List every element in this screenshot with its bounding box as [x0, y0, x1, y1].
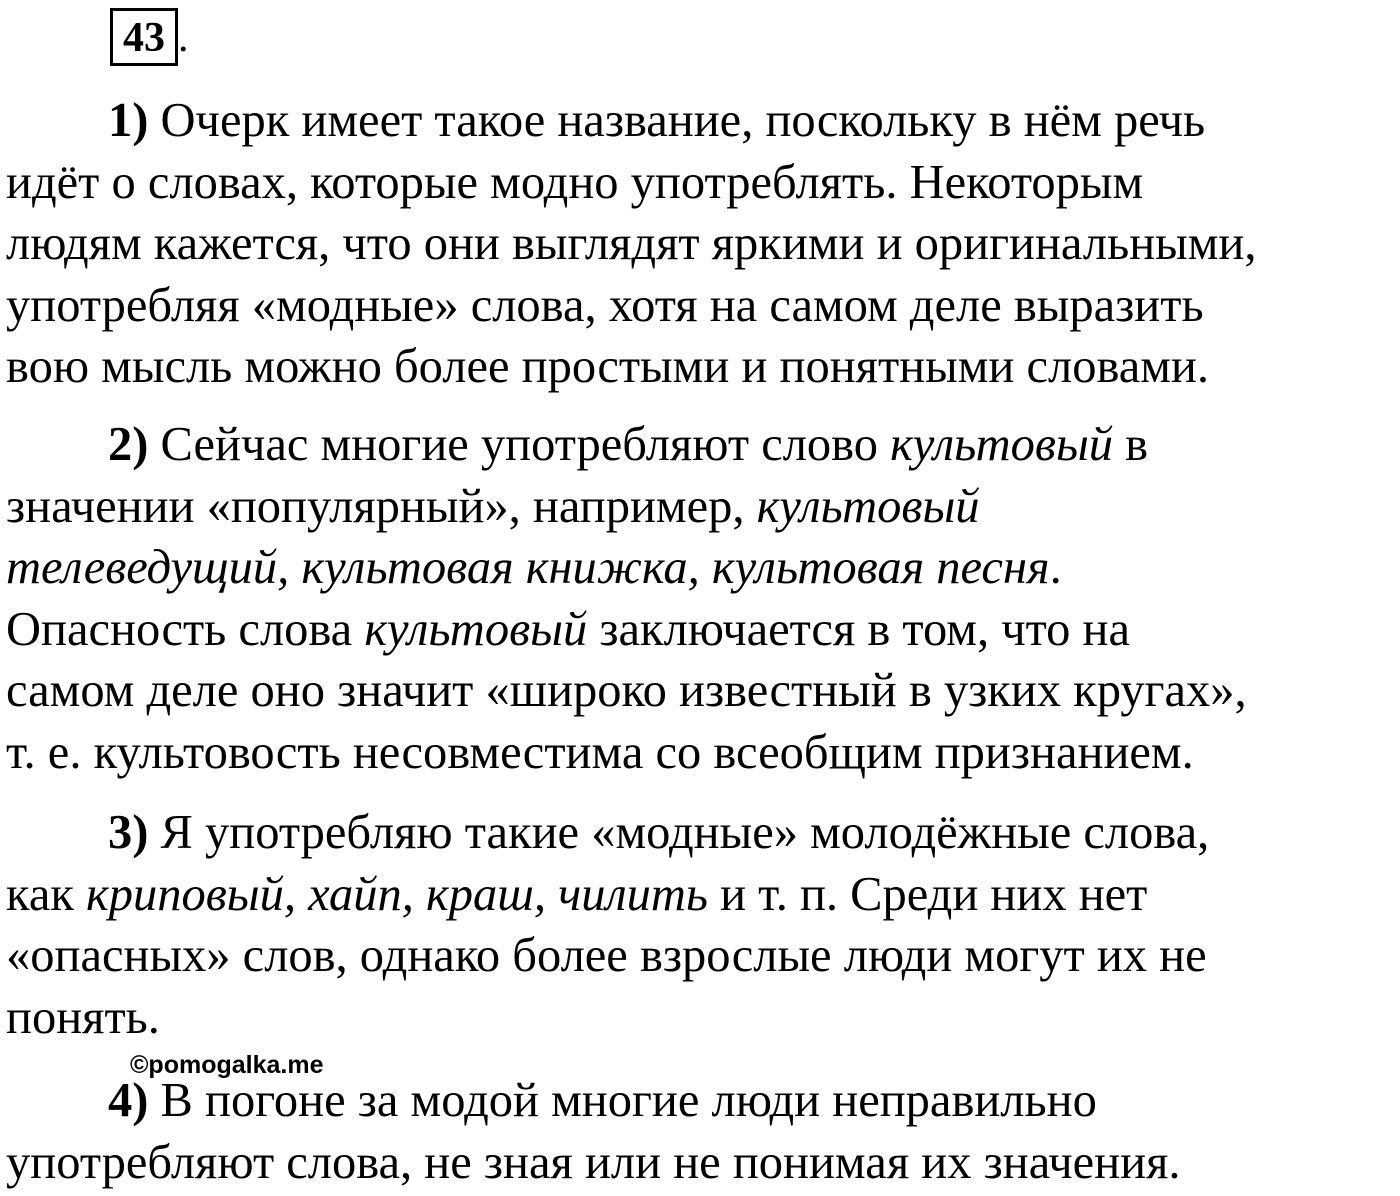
answer-paragraph-2 — [6, 414, 1400, 783]
item-number: 4) — [108, 1074, 149, 1127]
item-number: 2) — [108, 418, 149, 471]
paragraph-line: понять. — [6, 990, 160, 1044]
italic-term: культовый — [890, 418, 1114, 471]
paragraph-line: идёт о словах, которые модно употреблять. Некоторым — [6, 155, 1144, 209]
paragraph-line — [6, 90, 1400, 152]
text-run: Я употребляю такие «модные» молодёжные слова, — [148, 806, 1210, 859]
answer-paragraph-1 — [6, 90, 1400, 398]
answer-paragraph-3 — [6, 802, 1400, 1048]
text-run: . — [1049, 541, 1062, 594]
italic-slang-words: криповый, хайп, краш, чилить — [86, 867, 708, 921]
italic-term: культовый — [364, 602, 588, 656]
text-run: Очерк имеет такое название, поскольку в нём речь — [148, 94, 1206, 147]
italic-term: культовый — [756, 479, 980, 533]
watermark: ©pomogalka.me — [130, 1051, 324, 1079]
text-run: значении «популярный», например, — [6, 479, 757, 533]
text-run: и т. п. Среди них нет — [707, 867, 1148, 921]
task-number-dot: . — [178, 15, 189, 61]
paragraph-line: вою мысль можно более простыми и понятными словами. — [6, 340, 1210, 393]
item-number: 1) — [108, 94, 149, 147]
answer-paragraph-4 — [6, 1070, 1400, 1193]
paragraph-line — [6, 537, 1400, 599]
text-run: Сейчас многие употребляют слово — [148, 418, 891, 471]
text-run: в — [1113, 418, 1149, 471]
item-number: 3) — [108, 806, 149, 859]
paragraph-line — [6, 1070, 1400, 1132]
text-run: как — [6, 867, 87, 921]
paragraph-line: употребляя «модные» слова, хотя на самом деле выразить — [6, 278, 1204, 332]
paragraph-line — [6, 414, 1400, 476]
text-run: Опасность слова — [6, 602, 365, 656]
paragraph-line: т. е. культовость несовместима со всеобщим признанием. — [6, 725, 1194, 779]
paragraph-line — [6, 599, 1400, 661]
paragraph-line — [6, 864, 1400, 926]
task-number-value: 43 — [123, 15, 165, 61]
paragraph-line — [6, 802, 1400, 864]
paragraph-line: самом деле оно значит «широко известный в узких кругах», — [6, 664, 1247, 717]
italic-examples: телеведущий, культовая книжка, культовая песня — [6, 541, 1050, 594]
paragraph-line: «опасных» слов, однако более взрослые люди могут их не — [6, 929, 1207, 982]
task-number-box — [110, 8, 178, 66]
paragraph-line: употребляют слова, не зная или не понимая их значения. — [6, 1135, 1181, 1189]
text-run: В погоне за модой многие люди неправильно — [148, 1074, 1097, 1127]
paragraph-line: людям кажется, что они выглядят яркими и оригинальными, — [6, 217, 1257, 270]
paragraph-line — [6, 476, 1400, 538]
text-run: заключается в том, что на — [587, 602, 1131, 656]
task-number — [110, 8, 189, 66]
